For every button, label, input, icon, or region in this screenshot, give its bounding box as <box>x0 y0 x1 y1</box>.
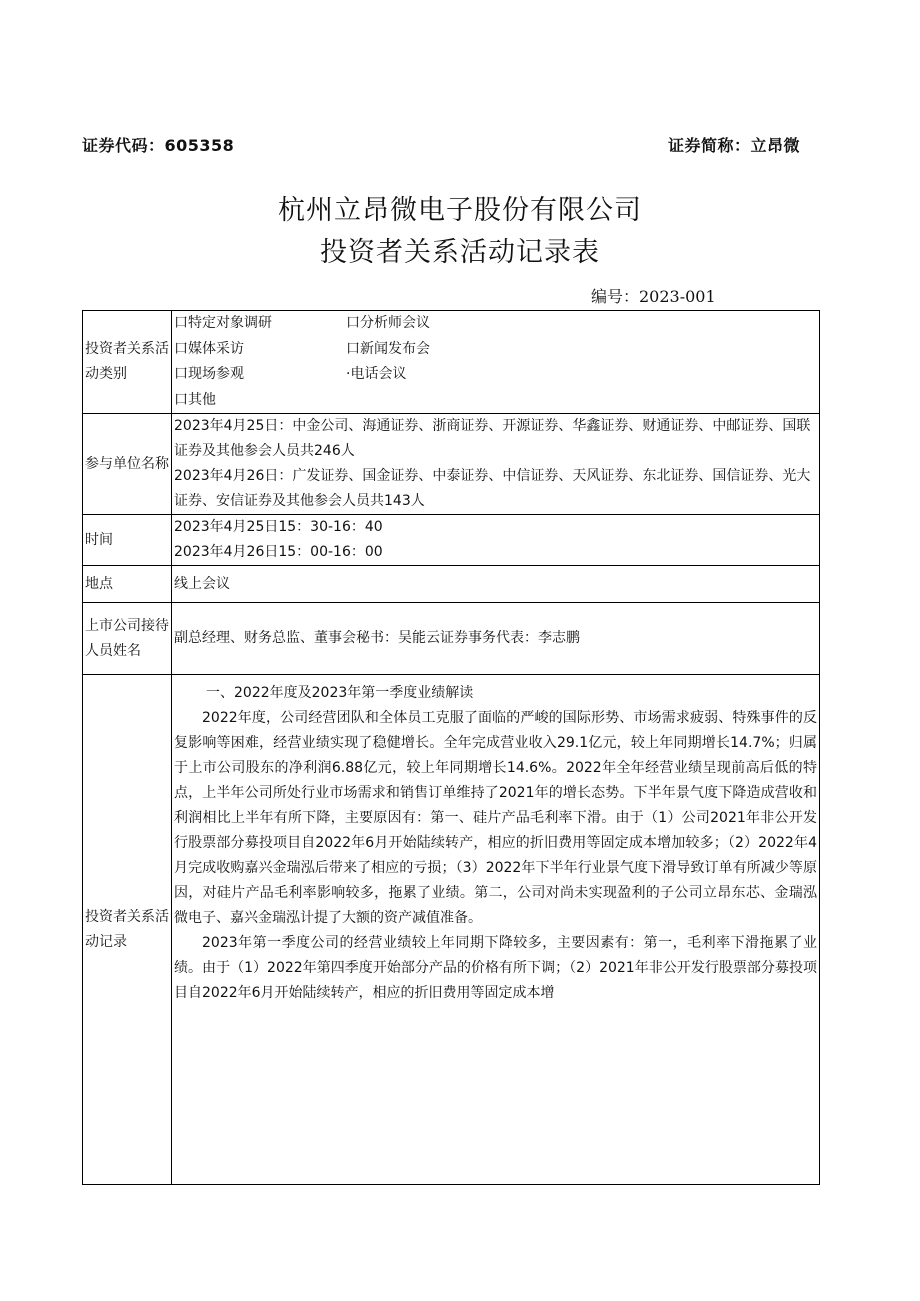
record-content <box>172 675 820 1185</box>
row-time <box>83 515 820 566</box>
label-location: 地点 <box>83 566 172 603</box>
row-record <box>83 675 820 1185</box>
option-site-visit: 口现场参观 <box>174 366 244 382</box>
label-record: 投资者关系活动记录 <box>83 675 172 1185</box>
time-day1: 2023年4月25日15：30-16：40 <box>174 519 383 535</box>
time-day2: 2023年4月26日15：00-16：00 <box>174 544 383 560</box>
stock-abbreviation: 证券简称：立昂微 <box>667 136 800 155</box>
row-location <box>83 566 820 603</box>
label-activity-type: 投资者关系活动类别 <box>83 311 172 414</box>
option-media-interview: 口媒体采访 <box>174 340 244 357</box>
row-participants <box>83 414 820 515</box>
participants-value <box>172 414 820 515</box>
location-value: 线上会议 <box>172 566 820 603</box>
option-analyst-meeting: 口分析师会议 <box>346 315 430 331</box>
row-activity-type <box>83 311 820 414</box>
participants-day2: 2023年4月26日：广发证券、国金证券、中泰证券、中信证券、天风证券、东北证券、国信证券、光大证券、安信证券及其他参会人员共143人 <box>174 468 811 509</box>
document-title: 投资者关系活动记录表 <box>320 237 600 268</box>
label-receptionists: 上市公司接待人员姓名 <box>83 603 172 675</box>
participants-day1: 2023年4月25日：中金公司、海通证券、浙商证券、开源证券、华鑫证券、财通证券、中邮证券、国联证券及其他参会人员共246人 <box>174 418 811 459</box>
label-time: 时间 <box>83 515 172 566</box>
stock-code: 证券代码：605358 <box>82 136 235 155</box>
serial-number: 编号：2023-001 <box>591 287 716 306</box>
option-specific-research: 口特定对象调研 <box>174 315 272 331</box>
option-press-conference: 口新闻发布会 <box>346 340 430 357</box>
record-heading: 一、2022年度及2023年第一季度业绩解读 <box>206 685 474 701</box>
record-table <box>82 310 820 1185</box>
label-participants: 参与单位名称 <box>83 414 172 515</box>
option-other: 口其他 <box>174 391 216 408</box>
record-paragraph-1: 2022年度，公司经营团队和全体员工克服了面临的严峻的国际形势、市场需求疲弱、特殊事件的反复影响等困难，经营业绩实现了稳健增长。全年完成营业收入29.1亿元，较上年同期增长14.7%；归属于上市公司股东的净利润6.88亿元，较上年同期增长14.6%。2022年全年经营业绩呈现前高后低的特点，上半年公司所处行业市场需求和销售订单维持了2021年的增长态势。下半年景气度下降造成营收和利润相比上半年有所下降，主要原因有：第一、硅片产品毛利率下滑。由于（1）公司2021年非公开发行股票部分募投项目自2022年6月开始陆续转产，相应的折旧费用等固定成本增加较多；（2）2022年4月完成收购嘉兴金瑞泓后带来了相应的亏损；（3）2022年下半年行业景气度下滑导致订单有所减少等原因，对硅片产品毛利率影响较多，拖累了业绩。第二，公司对尚未实现盈利的子公司立昂东芯、金瑞泓微电子、嘉兴金瑞泓计提了大额的资产减值准备。 <box>174 710 817 926</box>
activity-type-options <box>172 311 820 414</box>
option-conference-call: ·电话会议 <box>346 366 407 382</box>
row-receptionists <box>83 603 820 675</box>
time-value <box>172 515 820 566</box>
company-title: 杭州立昂微电子股份有限公司 <box>278 195 642 226</box>
record-paragraph-2: 2023年第一季度公司的经营业绩较上年同期下降较多，主要因素有：第一，毛利率下滑拖累了业绩。由于（1）2022年第四季度开始部分产品的价格有所下调；（2）2021年非公开发行股票部分募投项目自2022年6月开始陆续转产，相应的折旧费用等固定成本增 <box>174 935 817 1001</box>
receptionists-value: 副总经理、财务总监、董事会秘书：吴能云证券事务代表：李志鹏 <box>172 603 820 675</box>
